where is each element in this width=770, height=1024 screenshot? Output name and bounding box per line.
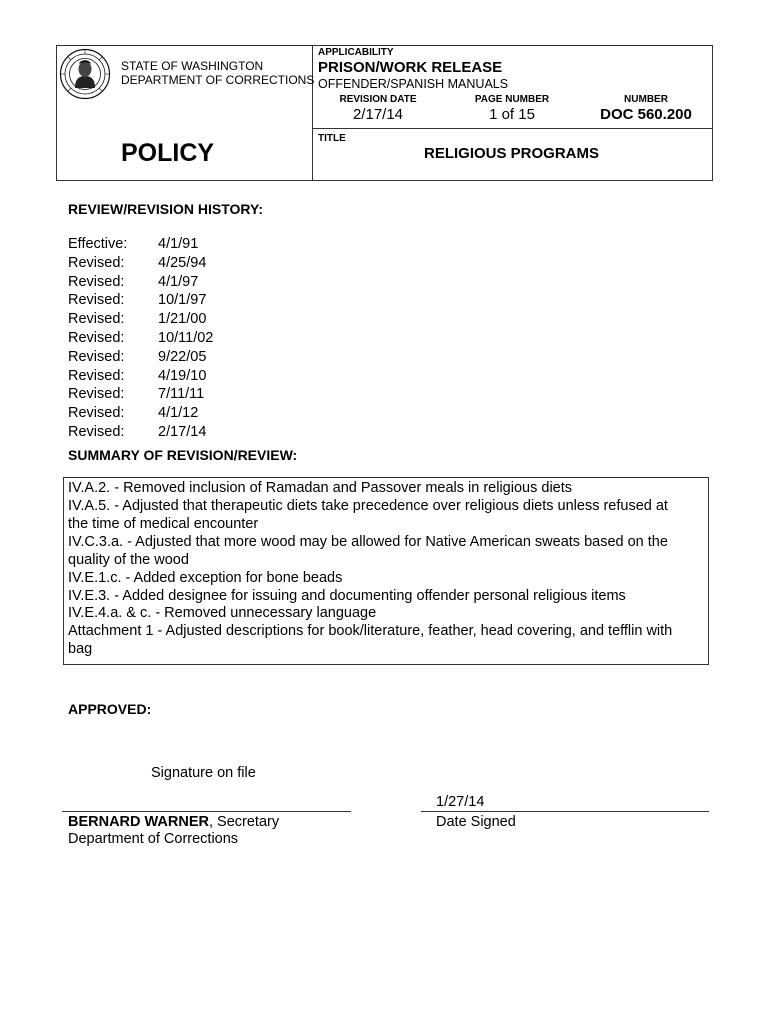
history-entry: Revised: 2/17/14 bbox=[68, 423, 207, 440]
agency-department: DEPARTMENT OF CORRECTIONS bbox=[121, 73, 315, 87]
history-list bbox=[68, 235, 213, 442]
signer-name: BERNARD WARNER bbox=[68, 814, 209, 830]
state-seal-icon bbox=[59, 48, 111, 100]
summary-line: IV.C.3.a. - Adjusted that more wood may be allowed for Native American sweats based on the bbox=[68, 534, 668, 550]
date-signed-value: 1/27/14 bbox=[436, 794, 485, 810]
date-signed-label: Date Signed bbox=[436, 814, 516, 830]
summary-line: quality of the wood bbox=[68, 552, 189, 568]
date-line bbox=[421, 811, 709, 812]
revision-date: 2/17/14 bbox=[352, 106, 404, 123]
page-number: 1 of 15 bbox=[489, 106, 535, 123]
page-number-label: PAGE NUMBER bbox=[474, 94, 550, 105]
history-entry: Revised: 7/11/11 bbox=[68, 386, 205, 403]
summary-heading: SUMMARY OF REVISION/REVIEW: bbox=[68, 447, 298, 463]
summary-line: IV.E.1.c. - Added exception for bone beads bbox=[68, 570, 343, 586]
summary-line: bag bbox=[68, 641, 93, 657]
number-label: NUMBER bbox=[624, 94, 668, 105]
manuals: OFFENDER/SPANISH MANUALS bbox=[318, 77, 509, 91]
history-entry: Revised: 4/1/12 bbox=[68, 405, 199, 422]
signature-line bbox=[62, 811, 351, 812]
revision-date-label: REVISION DATE bbox=[339, 94, 417, 105]
history-heading: REVIEW/REVISION HISTORY: bbox=[68, 201, 263, 217]
history-entry: Revised: 1/21/00 bbox=[68, 311, 207, 328]
summary-line: IV.A.2. - Removed inclusion of Ramadan and Passover meals in religious diets bbox=[68, 480, 573, 496]
header-title-rule bbox=[312, 128, 713, 129]
doc-title: RELIGIOUS PROGRAMS bbox=[424, 145, 600, 162]
summary-line: IV.A.5. - Adjusted that therapeutic diets take precedence over religious diets unless refused at bbox=[68, 498, 668, 514]
signer-title: , Secretary bbox=[208, 814, 280, 830]
approved-heading: APPROVED: bbox=[68, 701, 152, 717]
title-label: TITLE bbox=[318, 133, 346, 144]
history-entry: Revised: 9/22/05 bbox=[68, 348, 207, 365]
applicability-value: PRISON/WORK RELEASE bbox=[318, 59, 503, 76]
header-divider bbox=[312, 45, 313, 181]
applicability-label: APPLICABILITY bbox=[318, 47, 394, 58]
history-entry: Revised: 4/19/10 bbox=[68, 367, 207, 384]
summary-line: IV.E.4.a. & c. - Removed unnecessary language bbox=[68, 605, 377, 621]
history-entry: Revised: 10/11/02 bbox=[68, 329, 214, 346]
summary-line: Attachment 1 - Adjusted descriptions for book/literature, feather, head covering, and tefflin with bbox=[68, 623, 673, 639]
agency-state: STATE OF WASHINGTON bbox=[121, 59, 264, 73]
doc-number: DOC 560.200 bbox=[600, 106, 692, 123]
doc-type: POLICY bbox=[121, 139, 215, 167]
history-entry: Revised: 4/1/97 bbox=[68, 273, 199, 290]
summary-line: IV.E.3. - Added designee for issuing and documenting offender personal religious items bbox=[68, 588, 626, 604]
signature-on-file: Signature on file bbox=[151, 765, 256, 781]
summary-line: the time of medical encounter bbox=[68, 516, 259, 532]
history-entry: Revised: 10/1/97 bbox=[68, 292, 207, 309]
signer-department: Department of Corrections bbox=[68, 831, 239, 847]
signer bbox=[68, 814, 279, 830]
history-entry: Revised: 4/25/94 bbox=[68, 254, 207, 271]
history-entry: Effective: 4/1/91 bbox=[68, 236, 199, 252]
